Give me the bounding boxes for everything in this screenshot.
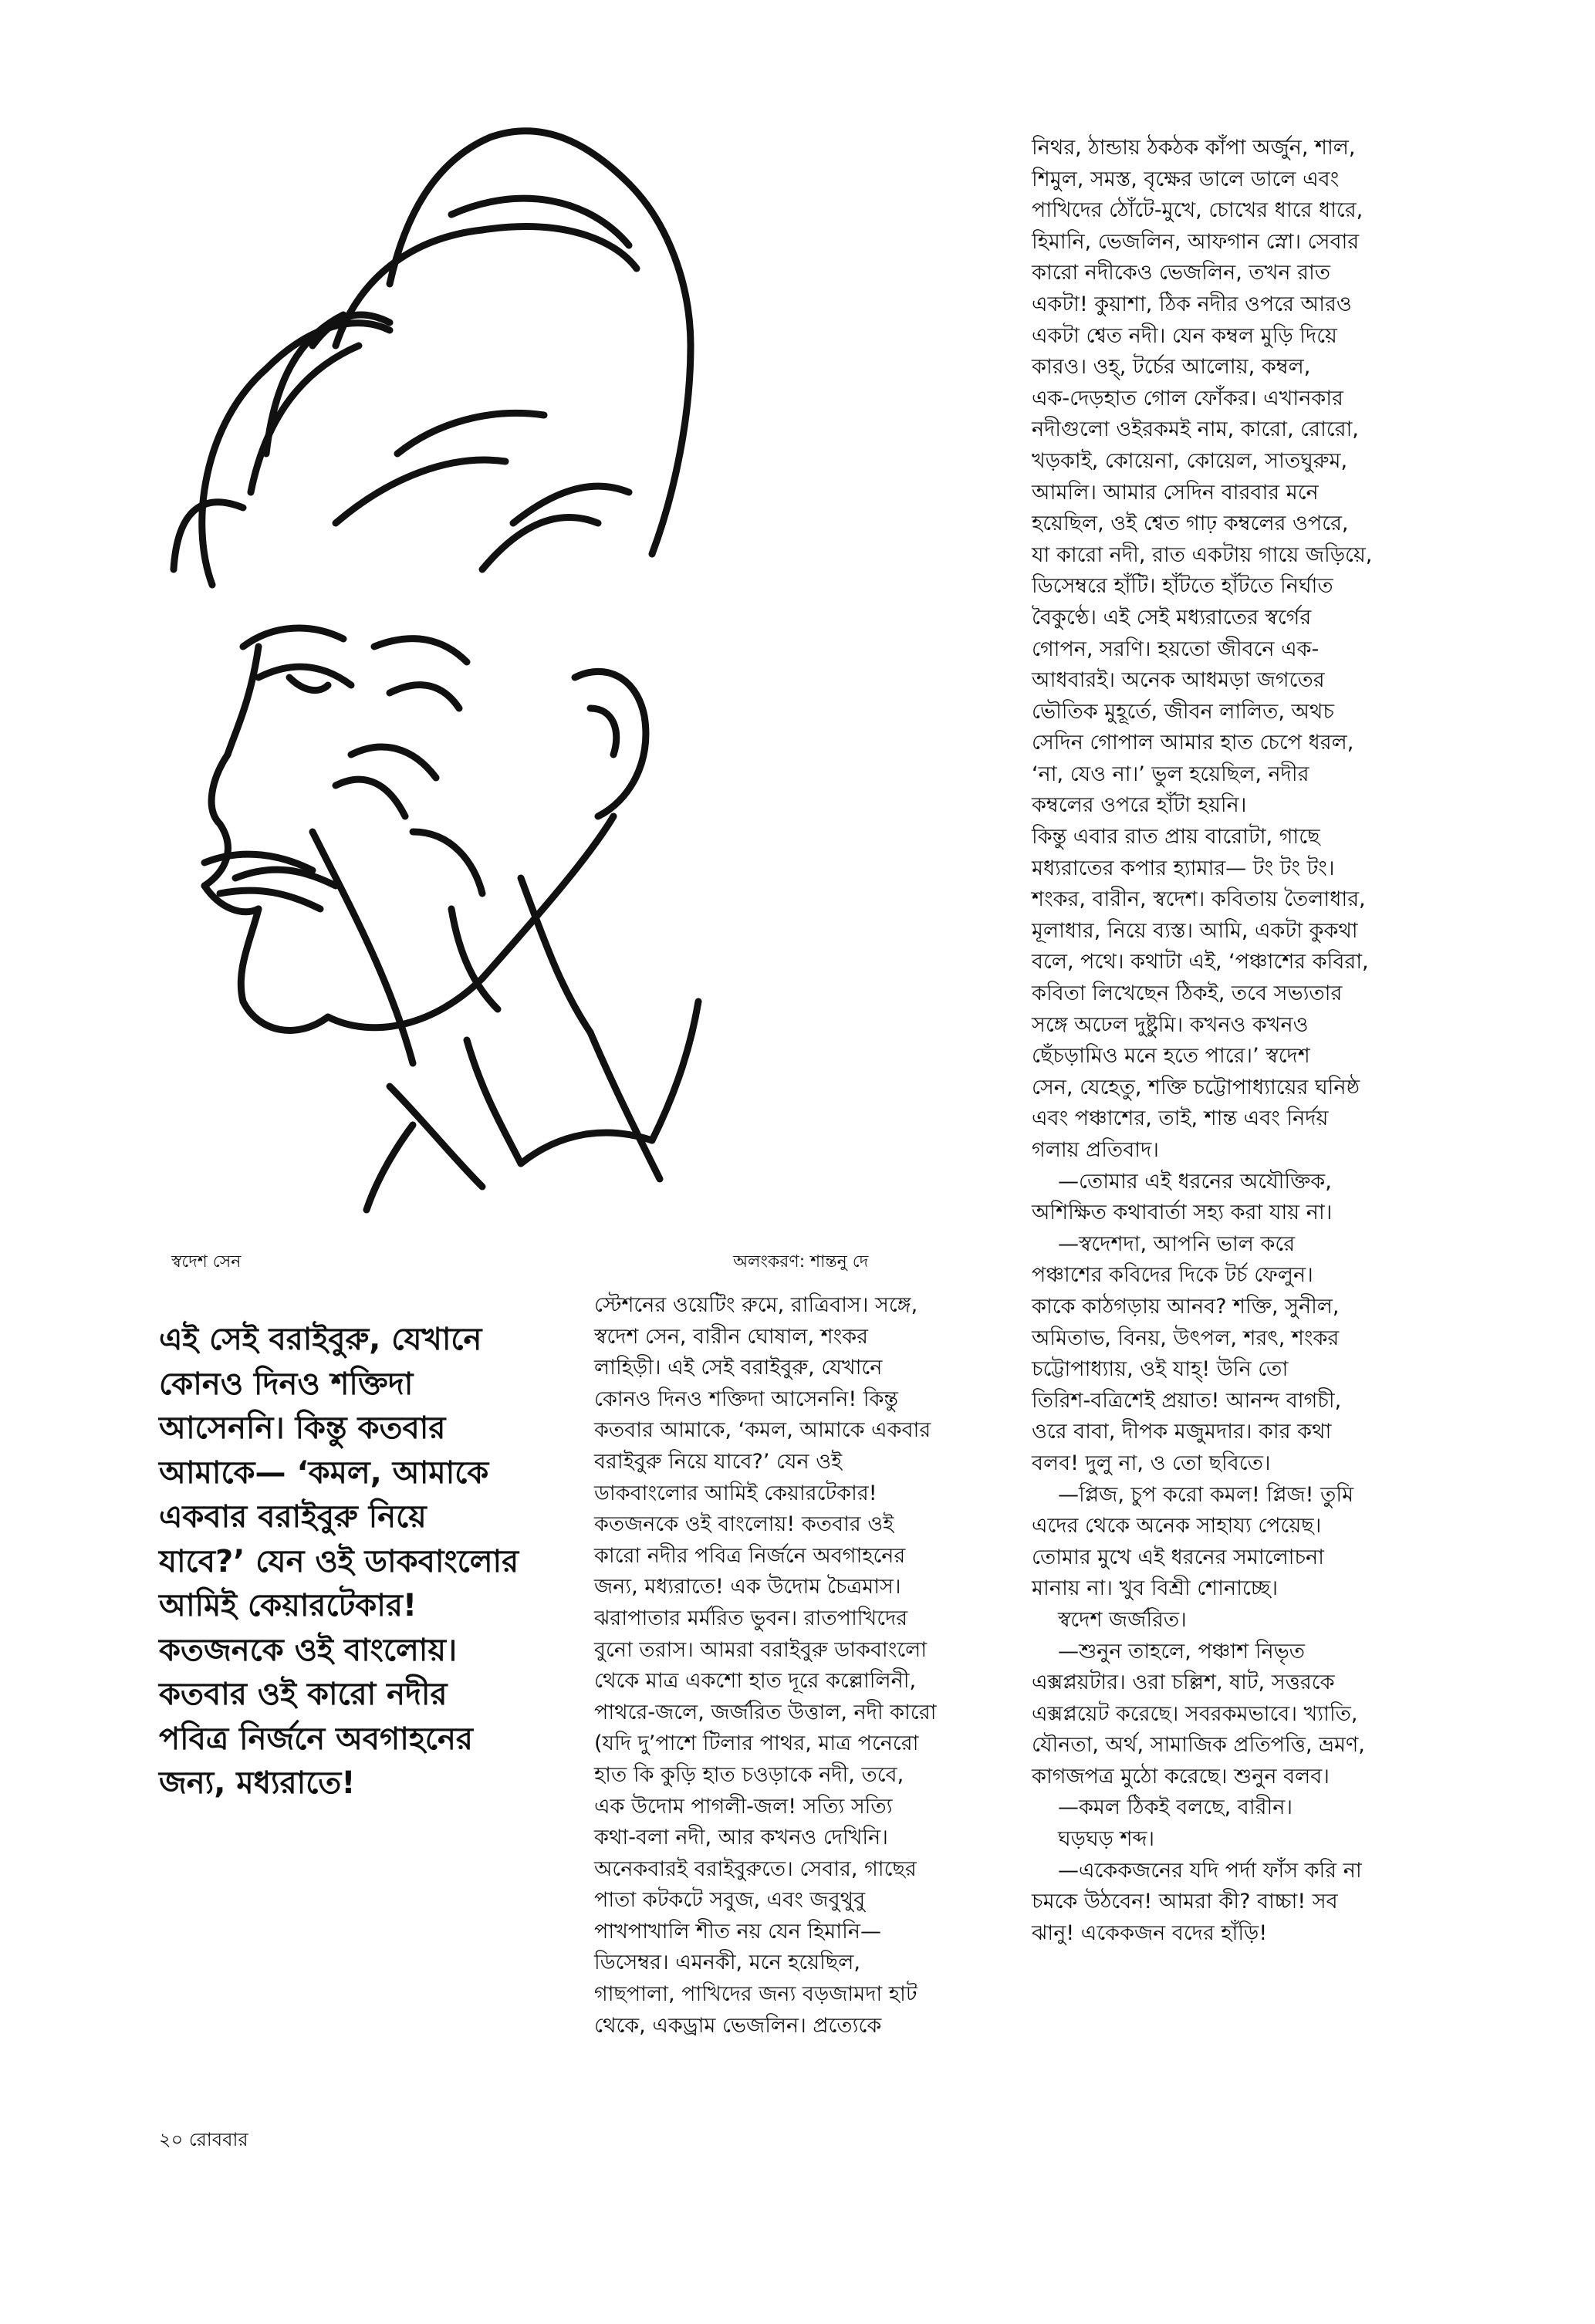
text-line: যৌনতা, অর্থ, সামাজিক প্রতিপত্তি, ভ্রমণ, [1032,1733,1365,1758]
text-line: বলব! দুলু না, ও তো ছবিতে। [1032,1451,1271,1475]
text-line: —একেকজনের যদি পর্দা ফাঁস করি না [1058,1858,1362,1883]
text-line: বুনো তরাস। আমরা বরাইবুরু ডাকবাংলো [594,1637,928,1662]
pull-quote-line: আমিই কেয়ারটেকার! [159,1588,417,1623]
text-line: ‘না, যেও না।’ ভুল হয়েছিল, নদীর [1032,762,1309,786]
page-folio: ২০ রোববার [159,2129,248,2150]
text-line: মানায় না। খুব বিশ্রী শোনাচ্ছে। [1032,1576,1278,1601]
portrait-sketch-drawing [158,91,745,1218]
pull-quote-line: এই সেই বরাইবুরু, যেখানে [159,1322,482,1357]
text-line: শিমুল, সমস্ত, বৃক্ষের ডালে ডালে এবং [1032,167,1340,191]
text-line: পাখপাখালি শীত নয় যেন হিমানি— [594,1919,881,1944]
pull-quote-line: আসেননি। কিন্তু কতবার [159,1410,446,1446]
text-line: নদীগুলো ওইরকমই নাম, কারো, রোরো, [1032,417,1359,442]
text-line: খড়কাই, কোয়েনা, কোয়েল, সাতঘুরুম, [1032,448,1348,473]
text-line: ওরে বাবা, দীপক মজুমদার। কার কথা [1032,1420,1332,1444]
text-line: কারও। ওহ্‌, টর্চের আলোয়, কম্বল, [1032,355,1311,380]
text-line: ডাকবাংলোর আমিই কেয়ারটেকার! [594,1481,877,1505]
text-line: পঞ্চাশের কবিদের দিকে টর্চ ফেলুন। [1032,1263,1313,1288]
text-line: ডিসেম্বর। এমনকী, মনে হয়েছিল, [594,1951,860,1975]
text-line: তিরিশ-বত্রিশেই প্রয়াত! আনন্দ বাগচী, [1032,1388,1342,1413]
text-line: তোমার মুখে এই ধরনের সমালোচনা [1032,1545,1324,1569]
pull-quote-line: একবার বরাইবুরু নিয়ে [159,1499,427,1535]
text-line: কাগজপত্র মুঠো করেছে। শুনুন বলব। [1032,1764,1330,1789]
text-line: সেন, যেহেতু, শক্তি চট্টোপাধ্যায়ের ঘনিষ্ঠ [1032,1075,1360,1100]
text-line: স্বদেশ সেন, বারীন ঘোষাল, শংকর [594,1324,869,1349]
pull-quote-line: যাবে?’ যেন ওই ডাকবাংলোর [159,1543,519,1579]
text-line: এবং পঞ্চাশের, তাই, শান্ত এবং নির্দয় [1032,1106,1329,1131]
text-line: গলায় প্রতিবাদ। [1032,1138,1159,1162]
body-column-middle [594,1290,995,2042]
pull-quote-line: কতবার ওই কারো নদীর [159,1677,448,1712]
text-line: একটা! কুয়াশা, ঠিক নদীর ওপরে আরও [1032,292,1352,316]
text-line: কাকে কাঠগড়ায় আনব? শক্তি, সুনীল, [1032,1294,1340,1319]
text-line: ঝরাপাতার মর্মরিত ভুবন। রাতপাখিদের [594,1606,908,1630]
text-line: এদের থেকে অনেক সাহায্য পেয়েছ। [1032,1514,1322,1539]
text-line: —তোমার এই ধরনের অযৌক্তিক, [1058,1169,1332,1194]
text-line: মধ্যরাতের কপার হ্যামার— টং টং টং। [1032,856,1335,880]
text-line: আমলি। আমার সেদিন বারবার মনে [1032,480,1319,505]
text-line: এক্সপ্লয়টার। ওরা চল্লিশ, ষাট, সত্তরকে [1032,1670,1335,1695]
text-line: সেদিন গোপাল আমার হাত চেপে ধরল, [1032,731,1354,755]
pull-quote-line: আমাকে— ‘কমল, আমাকে [159,1454,489,1491]
text-line: গাছপালা, পাখিদের জন্য বড়জামদা হাট [594,1982,917,2007]
text-line: বলে, পথে। কথাটা এই, ‘পঞ্চাশের কবিরা, [1032,950,1369,975]
text-line: চমকে উঠবেন! আমরা কী? বাচ্চা! সব [1032,1890,1338,1914]
portrait-sketch [158,91,745,1218]
illustration-credit: অলংকরণ: শান্তনু দে [733,1252,869,1272]
text-line: ছেঁচড়ামিও মনে হতে পারে।’ স্বদেশ [1032,1044,1310,1069]
text-line: —কমল ঠিকই বলছে, বারীন। [1058,1795,1293,1820]
text-line: গোপন, সরণি। হয়তো জীবনে এক- [1032,637,1320,661]
text-line: যা কারো নদী, রাত একটায় গায়ে জড়িয়ে, [1032,542,1373,567]
text-line: (যদি দু’পাশে টিলার পাথর, মাত্র পনেরো [594,1731,919,1756]
text-line: —প্লিজ, চুপ করো কমল! প্লিজ! তুমি [1058,1482,1354,1507]
text-line: আধবারই। অনেক আধমড়া জগতের [1032,668,1325,693]
text-line: ডিসেম্বরে হাঁটি। হাঁটতে হাঁটতে নির্ঘাত [1032,574,1333,599]
text-line: লাহিড়ী। এই সেই বরাইবুরু, যেখানে [594,1356,883,1380]
text-line: নিথর, ঠান্ডায় ঠকঠক কাঁপা অর্জুন, শাল, [1032,136,1356,160]
text-line: হিমানি, ভেজলিন, আফগান স্নো। সেবার [1032,229,1360,254]
text-line: কথা-বলা নদী, আর কখনও দেখিনি। [594,1826,888,1850]
text-line: থেকে, একড্রাম ভেজলিন। প্রত্যেকে [594,2013,882,2038]
text-line: এক্সপ্লয়েট করেছে। সবরকমভাবে। খ্যাতি, [1032,1701,1358,1726]
text-line: স্বদেশ জর্জরিত। [1058,1607,1187,1632]
text-line: বরাইবুরু নিয়ে যাবে?’ যেন ওই [594,1449,843,1474]
pull-quote-line: কোনও দিনও শক্তিদা [159,1366,414,1402]
text-line: ভৌতিক মুহূর্তে, জীবন লালিত, অথচ [1032,699,1334,724]
text-line: কোনও দিনও শক্তিদা আসেননি! কিন্তু [594,1387,899,1411]
text-line: অনেকবারই বরাইবুরুতে। সেবার, গাছের [594,1856,917,1881]
text-line: পাথরে-জলে, জর্জরিত উত্তাল, নদী কারো [594,1700,937,1724]
text-line: মূলাধার, নিয়ে ব্যস্ত। আমি, একটা কুকথা [1032,918,1358,943]
text-line: শংকর, বারীন, স্বদেশ। কবিতায় তৈলাধার, [1032,887,1366,912]
text-line: কতজনকে ওই বাংলোয়! কতবার ওই [594,1512,894,1537]
text-line: বৈকুণ্ঠে। এই সেই মধ্যরাতের স্বর্গের [1032,605,1312,630]
text-line: পাতা কটকটে সবুজ, এবং জবুথুবু [594,1888,866,1913]
text-line: কারো নদীকেও ভেজলিন, তখন রাত [1032,261,1331,285]
text-line: এক-দেড়হাত গোল ফোঁকর। এখানকার [1032,386,1343,410]
text-line: জন্য, মধ্যরাতে! এক উদোম চৈত্রমাস। [594,1575,901,1599]
text-line: অমিতাভ, বিনয়, উৎপল, শরৎ, শংকর [1032,1326,1340,1350]
illustration-caption-subject: স্বদেশ সেন [171,1252,242,1272]
text-line: কারো নদীর পবিত্র নির্জনে অবগাহনের [594,1543,906,1568]
text-line: অশিক্ষিত কথাবার্তা সহ্য করা যায় না। [1032,1201,1333,1225]
text-line: —শুনুন তাহলে, পঞ্চাশ নিভৃত [1058,1639,1305,1664]
text-line: থেকে মাত্র একশো হাত দূরে কল্লোলিনী, [594,1669,917,1694]
body-column-right [1032,133,1464,1949]
text-line: পাখিদের ঠোঁটে-মুখে, চোখের ধারে ধারে, [1032,198,1364,223]
text-line: —স্বদেশদা, আপনি ভাল করে [1058,1231,1296,1256]
pull-quote-line: কতজনকে ওই বাংলোয়। [159,1632,458,1668]
text-line: হাত কি কুড়ি হাত চওড়াকে নদী, তবে, [594,1762,904,1787]
pull-quote-line: পবিত্র নির্জনে অবগাহনের [159,1721,473,1757]
text-line: কবিতা লিখেছেন ঠিকই, তবে সভ্যতার [1032,981,1343,1006]
text-line: হয়েছিল, ওই শ্বেত গাঢ় কম্বলের ওপরে, [1032,512,1349,536]
text-line: একটা শ্বেত নদী। যেন কম্বল মুড়ি দিয়ে [1032,323,1337,348]
text-line: কিন্তু এবার রাত প্রায় বারোটা, গাছে [1032,825,1320,850]
pull-quote [159,1318,576,1806]
text-line: কম্বলের ওপরে হাঁটা হয়নি। [1032,793,1247,818]
text-line: ঘড়ঘড় শব্দ। [1058,1827,1155,1852]
text-line: সঙ্গে অঢেল দুষ্টুমি। কখনও কখনও [1032,1012,1309,1037]
text-line: চট্টোপাধ্যায়, ওই যাহ্‌! উনি তো [1032,1357,1289,1382]
text-line: স্টেশনের ওয়েটিং রুমে, রাত্রিবাস। সঙ্গে, [594,1293,918,1317]
text-line: এক উদোম পাগলী-জল! সত্যি সত্যি [594,1794,893,1819]
text-line: ঝানু! একেকজন বদের হাঁড়ি! [1032,1920,1268,1945]
text-line: কতবার আমাকে, ‘কমল, আমাকে একবার [594,1418,931,1443]
pull-quote-line: জন্য, মধ্যরাতে! [159,1765,356,1801]
